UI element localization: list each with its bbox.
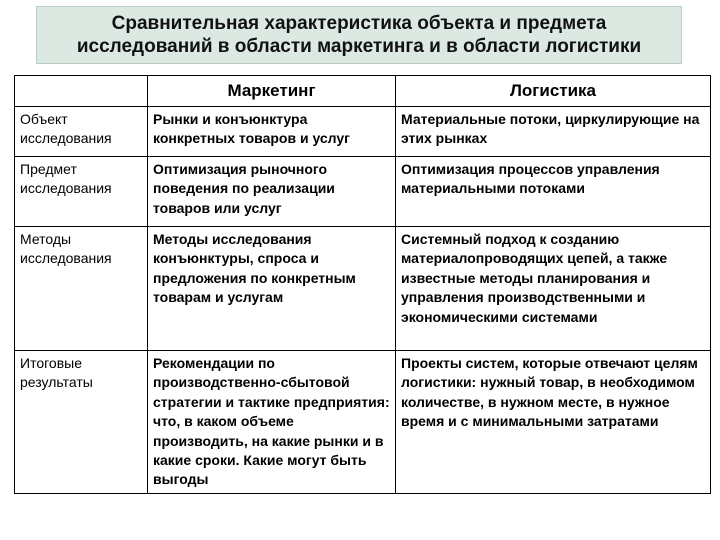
header-logistics: Логистика [396, 76, 711, 107]
table-row-methods [15, 227, 711, 351]
row-label-line-1: Объект [20, 111, 68, 127]
logistics-cell: Проекты систем, которые отвечают целям логистики: нужный товар, в необходимом количестве, в нужном месте, в нужное время и с минимальными затратами [396, 351, 711, 494]
row-label-line-1: Итоговые [20, 355, 82, 371]
logistics-cell: Системный подход к созданию материалопроводящих цепей, а также известные методы планирования и управления производственными и экономическими системами [396, 227, 711, 351]
row-label-line-2: результаты [20, 374, 93, 391]
marketing-cell: Методы исследования конъюнктуры, спроса и предложения по конкретным товарам и услугам [148, 227, 396, 351]
logistics-cell: Оптимизация процессов управления материальными потоками [396, 157, 711, 227]
row-label-line-2: исследования [20, 250, 112, 267]
slide-title [77, 12, 641, 58]
row-label-line-2: исследования [20, 180, 112, 197]
marketing-cell: Рекомендации по производственно-сбытовой стратегии и тактике предприятия: что, в каком объеме производить, на какие рынки и в какие сроки. Какие могут быть выгоды [148, 351, 396, 494]
header-empty-cell [15, 76, 148, 107]
table-row-results [15, 351, 711, 494]
table-row-object [15, 107, 711, 157]
table-row-subject [15, 157, 711, 227]
row-label-line-1: Методы [20, 231, 72, 247]
row-label [15, 107, 148, 157]
row-label [15, 157, 148, 227]
slide-title-line-1: Сравнительная характеристика объекта и предмета [111, 13, 607, 34]
row-label [15, 227, 148, 351]
slide-title-line-2: исследований в области маркетинга и в области логистики [76, 36, 642, 57]
row-label-line-1: Предмет [20, 161, 77, 177]
row-label [15, 351, 148, 494]
slide-title-box [36, 6, 682, 64]
header-row [15, 76, 711, 107]
marketing-cell: Оптимизация рыночного поведения по реализации товаров или услуг [148, 157, 396, 227]
row-label-line-2: исследования [20, 130, 112, 147]
logistics-cell: Материальные потоки, циркулирующие на этих рынках [396, 107, 711, 157]
marketing-cell: Рынки и конъюнктура конкретных товаров и услуг [148, 107, 396, 157]
header-marketing: Маркетинг [148, 76, 396, 107]
comparison-table [14, 75, 711, 494]
